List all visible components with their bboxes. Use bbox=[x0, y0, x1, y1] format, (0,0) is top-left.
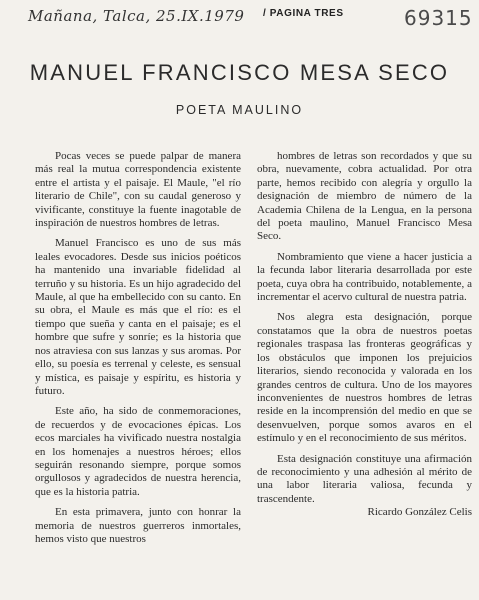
paragraph: En esta primavera, junto con honrar la memoria de nuestros guerreros inmortales, hemos visto que nuestros bbox=[35, 506, 241, 545]
article-subtitle: POETA MAULINO bbox=[175, 103, 304, 117]
author-signature: Ricardo González Celis bbox=[367, 506, 472, 519]
paragraph: Esta designación constituye una afirmación de reconocimiento y una adhesión al mérito de una labor literaria valiosa, fecunda y trascendente. bbox=[257, 452, 472, 505]
article-column-right bbox=[257, 150, 472, 520]
handwritten-date-note: Mañana, Talca, 25.IX.1979 bbox=[28, 7, 245, 25]
paragraph: Nos alegra esta designación, porque constatamos que la obra de nuestros poetas regionales traspasa las fronteras geográficas y los obstáculos que imponen los prejuicios literarios, siendo reconocida y valorada en los grandes centros de cultura. Uno de los mayores inconvenientes de nuestros hombres de letras reside en la incomprensión del medio en que se desenvuelven, porque somos avaros en el estímulo y en el reconocimiento de sus méritos. bbox=[257, 311, 472, 445]
article-column-left bbox=[35, 150, 241, 546]
page-section-label: / PAGINA TRES bbox=[263, 8, 344, 19]
article-title: MANUEL FRANCISCO MESA SECO bbox=[29, 60, 450, 85]
paragraph: Este año, ha sido de conmemoraciones, de recuerdos y de evocaciones épicas. Los ecos marciales ha vivificado nuestra nostalgia en los homenajes a nuestros héroes; ellos seguirán resonando siempre, porque somos orgullosos y agradecidos de nuestra herencia, que es la historia patria. bbox=[35, 405, 241, 498]
paragraph: hombres de letras son recordados y que su obra, nuevamente, cobra actualidad. Por otra parte, hemos recibido con alegría y orgullo la designación de miembro de número de la Academia Chilena de la Lengua, en la persona del poeta maulino, Manuel Francisco Mesa Seco. bbox=[257, 150, 472, 243]
paragraph: Pocas veces se puede palpar de manera más real la mutua correspondencia existente entre el artista y el paisaje. El Maule, "el río literario de Chile", con su caudal generoso y vivificante, constituye la fuente inagotable de inspiración de nuestros hombres de letras. bbox=[35, 150, 241, 230]
paragraph: Nombramiento que viene a hacer justicia a la fecunda labor literaria desarrollada por este poeta, cuya obra ha contribuido, notablemente, a incrementar el acervo cultural de nuestra patria. bbox=[257, 250, 472, 304]
paragraph: Manuel Francisco es uno de sus más leales evocadores. Desde sus inicios poéticos ha mantenido una invariable fidelidad al terruño y su historia. Es un hijo agradecido del Maule, al que ha embellecido con su canto. En su obra, el Maule es más que el río: es el tiempo que sueña y canta en el paisaje; es el hombre que sufre y sonríe; es la historia que nos atraviesa con sus lanzas y sus aromas. Por ello, su poesía es terrenal y celeste, es sensual y mística, es paisaje y espíritu, es historia y futuro. bbox=[35, 237, 241, 397]
archive-stamp-number: 69315 bbox=[404, 6, 473, 30]
